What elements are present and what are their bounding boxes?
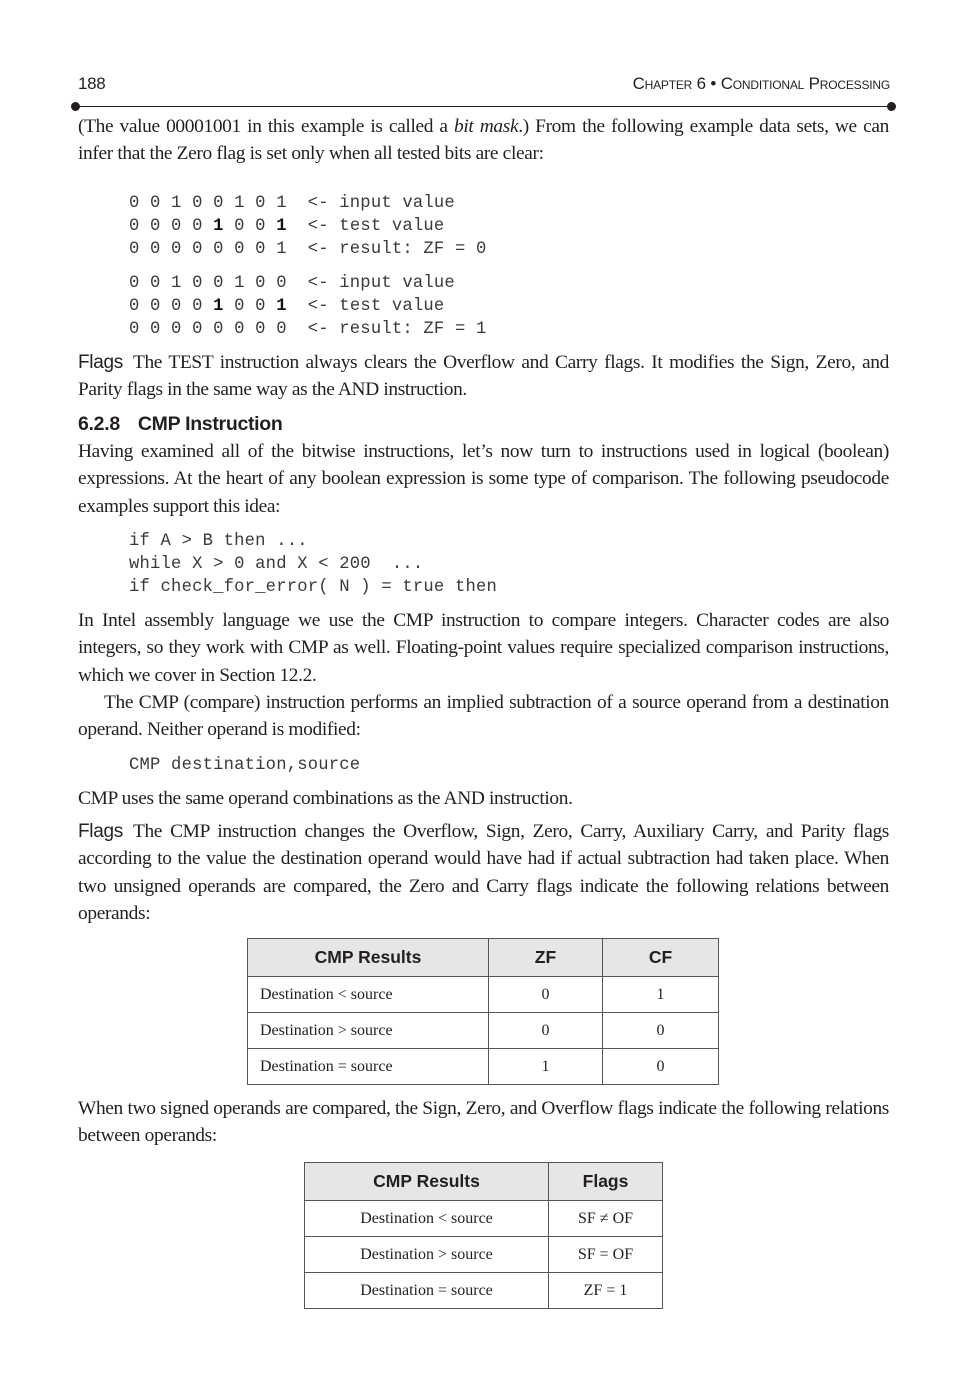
paragraph-cmp-flags [78, 818, 889, 927]
section-number: 6.2.8 [78, 413, 120, 435]
bit-row: 0 0 0 0 0 0 0 1 <- result: ZF = 0 [129, 240, 487, 259]
bit-example-2 [129, 272, 486, 341]
table-cell: Destination > source [305, 1237, 549, 1273]
code-line: while X > 0 and X < 200 ... [129, 555, 424, 574]
section-heading [78, 413, 283, 436]
pseudocode-block [129, 530, 497, 599]
table-cell: 1 [489, 1049, 603, 1085]
text: The CMP instruction changes the Overflow, Sign, Zero, Carry, Auxiliary Carry, and Parity flags according to the value the destination operand would have had if actual subtraction had taken place. When two unsigned operands are compared, the Zero and Carry flags indicate the following relations between operands: [78, 821, 889, 924]
table-header-row [248, 939, 719, 977]
table-cell: Destination > source [248, 1013, 489, 1049]
term-bit-mask: bit mask [454, 116, 519, 137]
cmp-syntax: CMP destination,source [129, 756, 361, 775]
table-row [305, 1201, 663, 1237]
paragraph-cmp-operands: CMP uses the same operand combinations as the AND instruction. [78, 788, 573, 809]
paragraph-cmp-intel: In Intel assembly language we use the CMP instruction to compare integers. Character codes are also integers, so they work with CMP as well. Floating-point values require specialized comparison instructions, which we cover in Section 12.2. [78, 610, 889, 686]
code-line: if A > B then ... [129, 532, 308, 551]
running-head [78, 74, 890, 96]
flags-label: Flags [78, 352, 123, 373]
column-header: CF [603, 939, 719, 977]
bit-row: 0 0 0 0 0 0 0 0 <- result: ZF = 1 [129, 320, 487, 339]
signed-cmp-table [304, 1162, 663, 1309]
table-row [305, 1273, 663, 1309]
table-cell: 0 [603, 1013, 719, 1049]
table-row [305, 1237, 663, 1273]
bit-row: 0 0 0 0 1 0 0 1 <- test value [129, 217, 445, 236]
section-title: CMP Instruction [137, 413, 283, 435]
table-cell: 0 [489, 1013, 603, 1049]
table-cell: 1 [603, 977, 719, 1013]
code-line: if check_for_error( N ) = true then [129, 578, 497, 597]
table-cell: Destination = source [305, 1273, 549, 1309]
table-cell: 0 [489, 977, 603, 1013]
bit-row: 0 0 0 0 1 0 0 1 <- test value [129, 297, 445, 316]
table-cell: SF = OF [549, 1237, 663, 1273]
column-header: ZF [489, 939, 603, 977]
table-row [248, 1013, 719, 1049]
table-cell: SF ≠ OF [549, 1201, 663, 1237]
table-row [248, 1049, 719, 1085]
bit-example-1 [129, 192, 486, 261]
table-cell: Destination = source [248, 1049, 489, 1085]
table-header-row [305, 1163, 663, 1201]
bit-row: 0 0 1 0 0 1 0 0 <- input value [129, 274, 455, 293]
table-cell: 0 [603, 1049, 719, 1085]
unsigned-cmp-table [247, 938, 719, 1085]
rule-dot-icon [887, 102, 896, 111]
bit-row: 0 0 1 0 0 1 0 1 <- input value [129, 194, 455, 213]
paragraph-bit-mask [78, 113, 889, 168]
paragraph-cmp-intro: Having examined all of the bitwise instructions, let’s now turn to instructions used in logical (boolean) expressions. At the heart of any boolean expression is some type of comparison. The following pseudocode examples support this idea: [78, 441, 889, 517]
text: The TEST instruction always clears the Overflow and Carry flags. It modifies the Sign, Zero, and Parity flags in the same way as the AND instruction. [78, 352, 889, 401]
paragraph-test-flags [78, 349, 889, 404]
text: .) From the following example data sets, we can infer that the Zero flag is set only when all tested bits are clear: [78, 116, 889, 165]
page-number: 188 [78, 74, 106, 93]
table-cell: Destination < source [248, 977, 489, 1013]
column-header: CMP Results [248, 939, 489, 977]
paragraph-cmp-implied: The CMP (compare) instruction performs an implied subtraction of a source operand from a destination operand. Neither operand is modified: [78, 692, 889, 741]
table-cell: ZF = 1 [549, 1273, 663, 1309]
column-header: CMP Results [305, 1163, 549, 1201]
table-row [248, 977, 719, 1013]
flags-label: Flags [78, 821, 123, 842]
text: (The value 00001001 in this example is called a [78, 116, 455, 137]
table-cell: Destination < source [305, 1201, 549, 1237]
column-header: Flags [549, 1163, 663, 1201]
paragraph-signed-intro: When two signed operands are compared, the Sign, Zero, and Overflow flags indicate the following relations between operands: [78, 1098, 889, 1147]
chapter-title: Chapter 6 • Conditional Processing [632, 74, 890, 93]
header-rule [76, 106, 892, 107]
